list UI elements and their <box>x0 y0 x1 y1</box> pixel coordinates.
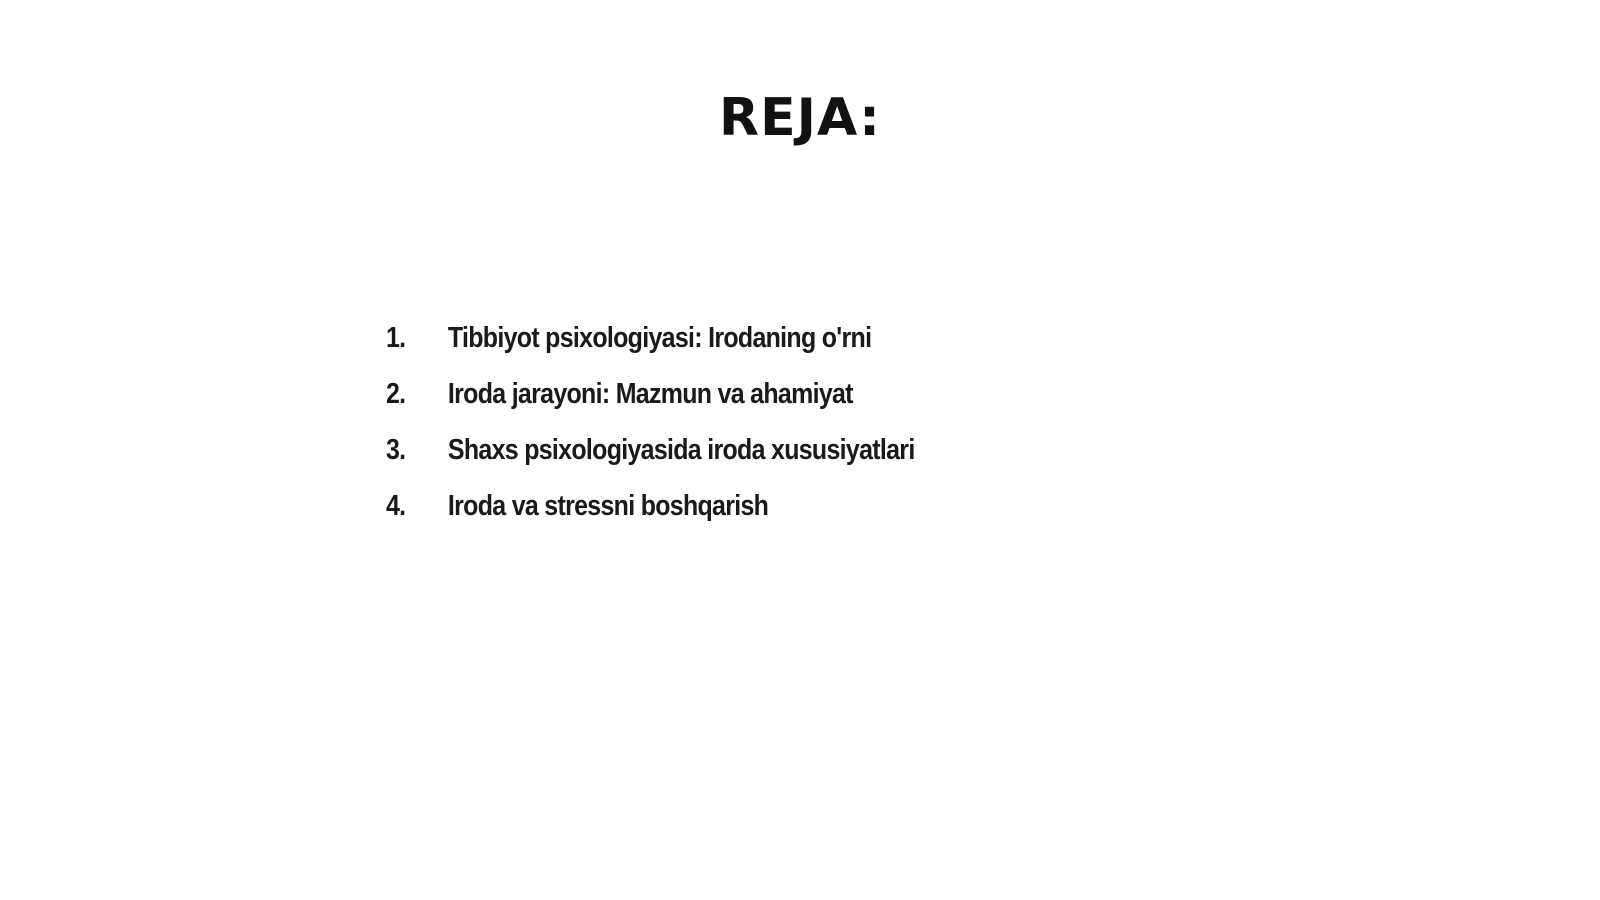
list-item-number: 2. <box>386 378 406 410</box>
list-item-number: 4. <box>386 490 406 522</box>
list-item-text: Iroda va stressni boshqarish <box>447 490 769 522</box>
list-item <box>386 378 915 434</box>
list-item-number: 1. <box>386 322 406 354</box>
slide-title: REJA: <box>719 88 881 148</box>
list-item-number: 3. <box>386 434 406 466</box>
list-item-text: Tibbiyot psixologiyasi: Irodaning o'rni <box>447 322 872 354</box>
list-item <box>386 434 915 490</box>
plan-list <box>386 322 1001 546</box>
list-item-text: Shaxs psixologiyasida iroda xususiyatlari <box>447 434 915 466</box>
list-item-text: Iroda jarayoni: Mazmun va ahamiyat <box>447 378 853 410</box>
list-item <box>386 322 915 378</box>
list-item <box>386 490 915 546</box>
